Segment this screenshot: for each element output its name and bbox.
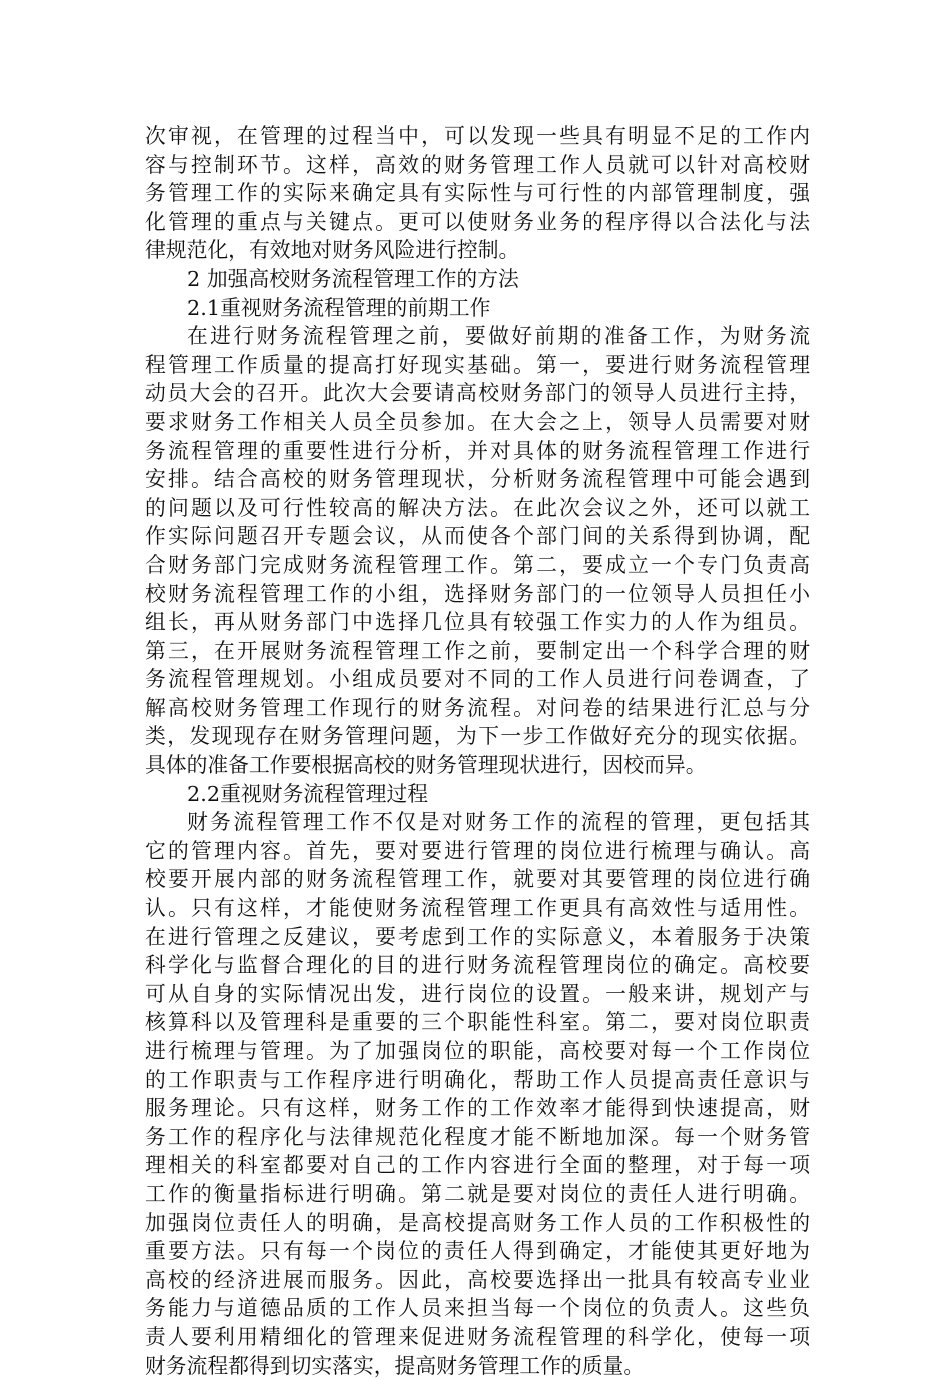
text-line: 加强岗位责任人的明确，是高校提高财务工作人员的工作积极性的 [145, 1210, 810, 1235]
text-line: 的问题以及可行性较高的解决方法。在此次会议之外，还可以就工 [145, 495, 810, 520]
text-line: 重要方法。只有每一个岗位的责任人得到确定，才能使其更好地为 [145, 1239, 810, 1264]
text-line: 核算科以及管理科是重要的三个职能性科室。第二，要对岗位职责 [145, 1010, 810, 1035]
text-line: 容与控制环节。这样，高效的财务管理工作人员就可以针对高校财 [145, 152, 810, 177]
text-line: 科学化与监督合理化的目的进行财务流程管理岗位的确定。高校要 [145, 953, 810, 978]
text-line: 可从自身的实际情况出发，进行岗位的设置。一般来讲，规划产与 [145, 981, 810, 1006]
text-line: 务能力与道德品质的工作人员来担当每一个岗位的负责人。这些负 [145, 1296, 810, 1321]
text-line: 务管理工作的实际来确定具有实际性与可行性的内部管理制度，强 [145, 181, 810, 206]
text-line: 认。只有这样，才能使财务流程管理工作更具有高效性与适用性。 [145, 896, 810, 921]
text-line: 作实际问题召开专题会议，从而使各个部门间的关系得到协调，配 [145, 524, 810, 549]
text-line: 它的管理内容。首先，要对要进行管理的岗位进行梳理与确认。高 [145, 838, 810, 863]
text-line: 服务理论。只有这样，财务工作的工作效率才能得到快速提高，财 [145, 1096, 810, 1121]
text-line: 具体的准备工作要根据高校的财务管理现状进行，因校而异。 [145, 753, 707, 778]
text-line: 的工作职责与工作程序进行明确化，帮助工作人员提高责任意识与 [145, 1067, 810, 1092]
text-line: 解高校财务管理工作现行的财务流程。对问卷的结果进行汇总与分 [145, 695, 810, 720]
text-line: 工作的衡量指标进行明确。第二就是要对岗位的责任人进行明确。 [145, 1181, 810, 1206]
text-line: 务工作的程序化与法律规范化程度才能不断地加深。每一个财务管 [145, 1124, 810, 1149]
text-line: 在进行管理之反建议，要考虑到工作的实际意义，本着服务于决策 [145, 924, 810, 949]
text-line: 类，发现现存在财务管理问题，为下一步工作做好充分的现实依据。 [145, 724, 810, 749]
text-line: 程管理工作质量的提高打好现实基础。第一，要进行财务流程管理 [145, 352, 810, 377]
text-line: 2 加强高校财务流程管理工作的方法 [187, 266, 519, 291]
text-line: 要求财务工作相关人员全员参加。在大会之上，领导人员需要对财 [145, 409, 810, 434]
text-line: 务流程管理的重要性进行分析，并对具体的财务流程管理工作进行 [145, 438, 810, 463]
text-line: 校要开展内部的财务流程管理工作，就要对其要管理的岗位进行确 [145, 867, 810, 892]
text-line: 化管理的重点与关键点。更可以使财务业务的程序得以合法化与法 [145, 209, 810, 234]
text-line: 务流程管理规划。小组成员要对不同的工作人员进行问卷调查，了 [145, 667, 810, 692]
document-page [145, 122, 810, 1380]
text-line: 理相关的科室都要对自己的工作内容进行全面的整理，对于每一项 [145, 1153, 810, 1178]
text-line: 2.2重视财务流程管理过程 [187, 781, 429, 806]
text-line: 安排。结合高校的财务管理现状，分析财务流程管理中可能会遇到 [145, 467, 810, 492]
text-line: 财务流程都得到切实落实，提高财务管理工作的质量。 [145, 1353, 645, 1378]
text-line: 第三，在开展财务流程管理工作之前，要制定出一个科学合理的财 [145, 638, 810, 663]
text-line: 律规范化，有效地对财务风险进行控制。 [145, 238, 520, 263]
text-line: 责人要利用精细化的管理来促进财务流程管理的科学化，使每一项 [145, 1324, 810, 1349]
text-line: 校财务流程管理工作的小组，选择财务部门的一位领导人员担任小 [145, 581, 810, 606]
text-line: 财务流程管理工作不仅是对财务工作的流程的管理，更包括其 [187, 810, 810, 835]
text-line: 2.1重视财务流程管理的前期工作 [187, 295, 491, 320]
text-line: 次审视，在管理的过程当中，可以发现一些具有明显不足的工作内 [145, 124, 810, 148]
text-line: 合财务部门完成财务流程管理工作。第二，要成立一个专门负责高 [145, 552, 810, 577]
text-line: 在进行财务流程管理之前，要做好前期的准备工作，为财务流 [187, 324, 810, 349]
text-line: 高校的经济进展而服务。因此，高校要选择出一批具有较高专业业 [145, 1267, 810, 1292]
text-line: 组长，再从财务部门中选择几位具有较强工作实力的人作为组员。 [145, 610, 810, 635]
text-line: 进行梳理与管理。为了加强岗位的职能，高校要对每一个工作岗位 [145, 1039, 810, 1063]
text-line: 动员大会的召开。此次大会要请高校财务部门的领导人员进行主持， [145, 381, 810, 406]
